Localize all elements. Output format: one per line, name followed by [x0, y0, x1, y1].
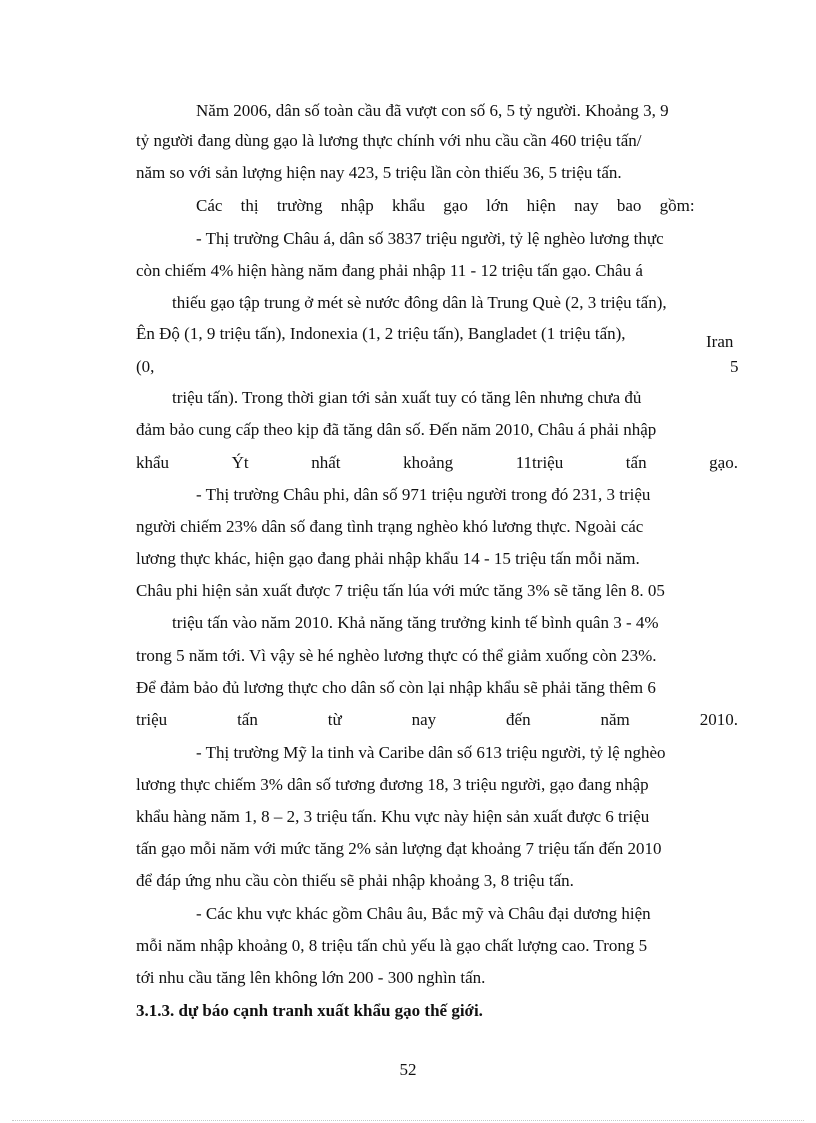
- paragraph-fragment: 5: [730, 357, 739, 376]
- paragraph-line: lương thực khác, hiện gạo đang phải nhập khẩu 14 - 15 triệu tấn mỗi năm.: [136, 549, 640, 568]
- paragraph-line: còn chiếm 4% hiện hàng năm đang phải nhập 11 - 12 triệu tấn gạo. Châu á: [136, 261, 643, 280]
- paragraph-line: Châu phi hiện sản xuất được 7 triệu tấn lúa với mức tăng 3% sẽ tăng lên 8. 05: [136, 581, 665, 600]
- paragraph-line: triệu tấn). Trong thời gian tới sản xuất tuy có tăng lên nhưng chưa đủ: [172, 388, 642, 407]
- word: khẩu: [136, 453, 170, 472]
- word: khoảng: [403, 453, 454, 472]
- page-bottom-divider: [12, 1120, 804, 1121]
- word: năm: [600, 710, 630, 729]
- section-heading: 3.1.3. dự báo cạnh tranh xuất khẩu gạo thế giới.: [136, 1001, 483, 1020]
- list-item-line: - Thị trường Mỹ la tinh và Caribe dân số 613 triệu người, tỷ lệ nghèo: [196, 743, 666, 762]
- paragraph-line: tấn gạo mỗi năm với mức tăng 2% sản lượng đạt khoảng 7 triệu tấn đến 2010: [136, 839, 662, 858]
- paragraph-fragment: (0,: [136, 357, 155, 376]
- paragraph-line: tới nhu cầu tăng lên không lớn 200 - 300 nghìn tấn.: [136, 968, 486, 987]
- word: Ýt: [231, 453, 249, 472]
- word: triệu: [136, 710, 168, 729]
- word: từ: [327, 710, 342, 729]
- paragraph-line: người chiếm 23% dân số đang tình trạng nghèo khó lương thực. Ngoài các: [136, 517, 644, 536]
- word: 2010.: [699, 710, 738, 729]
- word: nay: [411, 710, 437, 729]
- word: tấn: [237, 710, 258, 729]
- paragraph-line: năm so với sản lượng hiện nay 423, 5 triệu lần còn thiếu 36, 5 triệu tấn.: [136, 163, 622, 182]
- paragraph-line: Ên Độ (1, 9 triệu tấn), Indonexia (1, 2 triệu tấn), Bangladet (1 triệu tấn),: [136, 324, 626, 343]
- list-item-line: - Các khu vực khác gồm Châu âu, Bắc mỹ và Châu đại dương hiện: [196, 904, 651, 923]
- paragraph-line: khẩu hàng năm 1, 8 – 2, 3 triệu tấn. Khu vực này hiện sản xuất được 6 triệu: [136, 807, 650, 826]
- paragraph-line: Năm 2006, dân số toàn cầu đã vượt con số 6, 5 tỷ người. Khoảng 3, 9: [196, 101, 669, 120]
- paragraph-line: để đáp ứng nhu cầu còn thiếu sẽ phải nhập khoảng 3, 8 triệu tấn.: [136, 871, 574, 890]
- paragraph-line: Để đảm bảo đủ lương thực cho dân số còn lại nhập khẩu sẽ phải tăng thêm 6: [136, 678, 656, 697]
- word: tấn: [625, 453, 647, 472]
- paragraph-fragment: Iran: [706, 332, 734, 351]
- paragraph-line: trong 5 năm tới. Vì vậy sè hé nghèo lương thực có thể giảm xuống còn 23%.: [136, 646, 657, 665]
- page-number: 52: [399, 1060, 417, 1079]
- justified-line: [136, 709, 738, 731]
- list-item-line: - Thị trường Châu á, dân số 3837 triệu người, tỷ lệ nghèo lương thực: [196, 229, 664, 248]
- paragraph-line: triệu tấn vào năm 2010. Khả năng tăng trưởng kinh tế bình quân 3 - 4%: [172, 613, 659, 632]
- word: 11triệu: [515, 453, 564, 472]
- paragraph-line: mỗi năm nhập khoảng 0, 8 triệu tấn chủ yếu là gạo chất lượng cao. Trong 5: [136, 936, 648, 955]
- paragraph-line: Các thị trường nhập khẩu gạo lớn hiện nay bao gồm:: [196, 196, 695, 215]
- paragraph-line: đảm bảo cung cấp theo kịp đã tăng dân số. Đến năm 2010, Châu á phải nhập: [136, 420, 657, 439]
- paragraph-line: lương thực chiếm 3% dân số tương đương 18, 3 triệu người, gạo đang nhập: [136, 775, 649, 794]
- paragraph-line: thiếu gạo tập trung ở mét sè nước đông dân là Trung Què (2, 3 triệu tấn),: [172, 293, 667, 312]
- paragraph-line: tỷ người đang dùng gạo là lương thực chính với nhu cầu cần 460 triệu tấn/: [136, 131, 642, 150]
- word: nhất: [311, 453, 341, 472]
- word: gạo.: [709, 453, 738, 472]
- word: đến: [506, 710, 531, 729]
- justified-line: [136, 452, 738, 474]
- list-item-line: - Thị trường Châu phi, dân số 971 triệu người trong đó 231, 3 triệu: [196, 485, 651, 504]
